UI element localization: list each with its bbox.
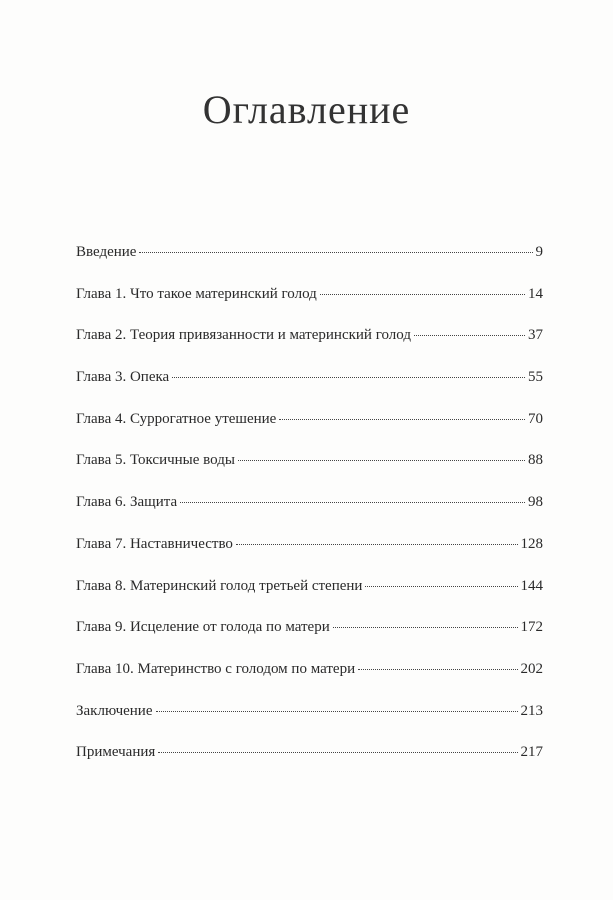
toc-entry-label: Глава 2. Теория привязанности и материнский голод [76,327,411,344]
dot-leader [236,544,518,545]
dot-leader [279,419,525,420]
toc-entry-page: 70 [528,410,543,427]
toc-entry-chapter-5 [76,452,543,494]
toc-entry-page: 144 [520,577,543,594]
dot-leader [333,627,518,628]
table-of-contents [76,244,543,786]
toc-entry-label: Введение [76,244,137,260]
toc-entry-label: Глава 7. Наставничество [76,535,233,552]
toc-entry-chapter-7 [76,536,543,578]
toc-entry-chapter-2 [76,327,543,369]
dot-leader [358,669,517,670]
toc-entry-label: Глава 6. Защита [76,494,178,511]
dot-leader [180,502,525,503]
toc-entry-chapter-9 [76,619,543,661]
dot-leader [238,460,525,461]
toc-entry-page: 128 [520,535,543,552]
toc-entry-page: 202 [520,660,543,677]
toc-entry-chapter-10 [76,661,543,703]
toc-entry-conclusion [76,703,543,745]
toc-entry-chapter-1 [76,286,543,328]
toc-entry-label: Глава 8. Материнский голод третьей степени [76,577,363,594]
dot-leader [365,586,517,587]
toc-entry-page: 217 [520,744,543,761]
page-title: Оглавление [202,87,411,132]
toc-entry-label: Глава 5. Токсичные воды [76,452,235,469]
dot-leader [156,711,518,712]
dot-leader [139,252,532,253]
toc-entry-page: 172 [520,619,543,636]
dot-leader [414,335,525,336]
toc-entry-page: 88 [528,452,543,469]
toc-entry-label: Примечания [76,744,156,761]
toc-entry-label: Глава 4. Суррогатное утешение [76,410,277,427]
toc-entry-page: 213 [520,702,543,719]
toc-entry-chapter-3 [76,369,543,411]
toc-entry-notes [76,744,543,786]
toc-entry-label: Глава 1. Что такое материнский голод [76,285,317,302]
toc-entry-chapter-6 [76,494,543,536]
dot-leader [158,752,517,753]
toc-entry-chapter-8 [76,578,543,620]
dot-leader [320,294,525,295]
dot-leader [172,377,525,378]
toc-entry-page: 14 [528,285,543,302]
toc-entry-page: 37 [528,327,543,344]
toc-entry-label: Глава 10. Материнство с голодом по матери [76,660,356,677]
toc-entry-introduction [76,244,543,286]
toc-entry-label: Глава 3. Опека [76,369,170,386]
toc-entry-chapter-4 [76,411,543,453]
toc-entry-page: 55 [528,369,543,386]
toc-entry-label: Глава 9. Исцеление от голода по матери [76,619,330,636]
toc-entry-page: 9 [535,244,543,260]
toc-entry-label: Заключение [76,702,153,719]
toc-entry-page: 98 [528,494,543,511]
